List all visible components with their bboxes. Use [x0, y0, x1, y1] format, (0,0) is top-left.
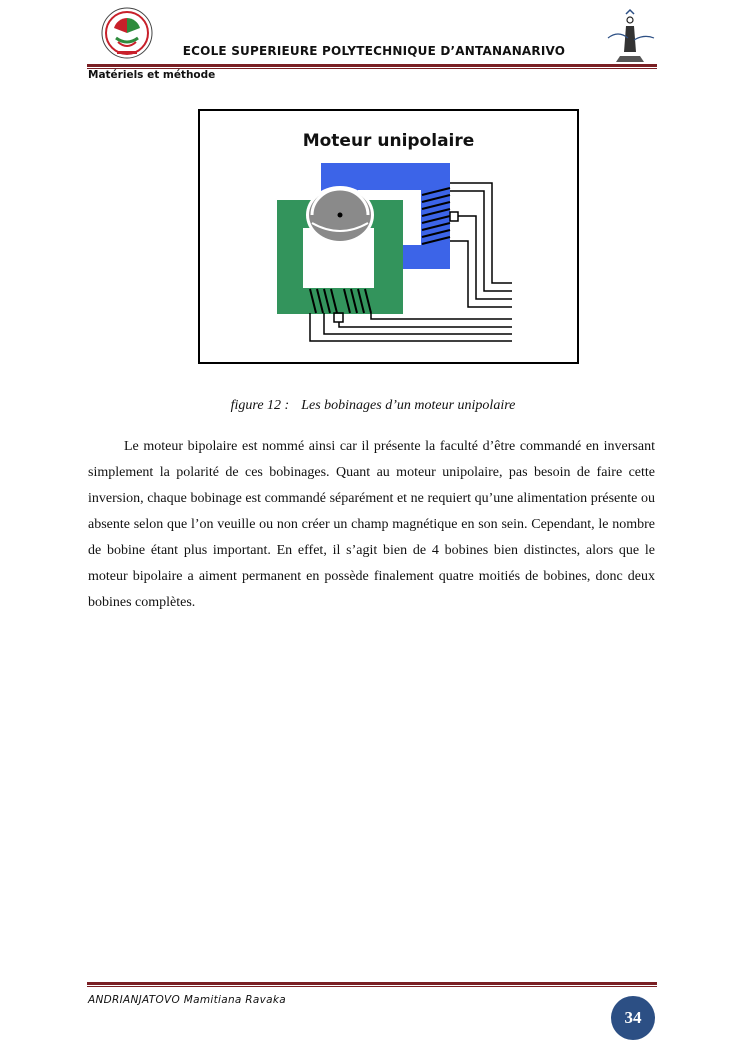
header-divider [87, 64, 657, 67]
figure-caption-number: figure 12 : [230, 398, 290, 413]
footer-divider-thin [87, 986, 657, 987]
university-seal-icon [100, 6, 154, 60]
footer-author: ANDRIANJATOVO Mamitiana Ravaka [88, 994, 286, 1006]
industrial-engineering-logo-icon [604, 8, 656, 64]
footer-divider [87, 982, 657, 985]
school-name: ECOLE SUPERIEURE POLYTECHNIQUE D’ANTANANARIVO [182, 44, 566, 58]
body-paragraph: Le moteur bipolaire est nommé ainsi car il présente la faculté d’être commandé en inversant simplement la polarité de ces bobinages. Quant au moteur unipolaire, pas besoin de faire cette inversion, chaque bobinage est commandé séparément et ne requiert qu’une alimentation présente ou absente selon que l’on veuille ou non créer un champ magnétique en son sein. Cependant, le nombre de bobine étant plus important. En effet, il s’agit bien de 4 bobines bien distinctes, alors que le moteur bipolaire a aiment permanent en possède finalement quatre moitiés de bobines, donc deux bobines complètes. [88, 439, 655, 610]
figure-title: Moteur unipolaire [302, 131, 475, 151]
figure-caption [88, 398, 658, 414]
figure-caption-text: Les bobinages d’un moteur unipolaire [301, 398, 516, 413]
section-title: Matériels et méthode [88, 69, 216, 81]
page-number-badge: 34 [611, 996, 655, 1040]
unipolar-motor-figure [198, 109, 579, 364]
